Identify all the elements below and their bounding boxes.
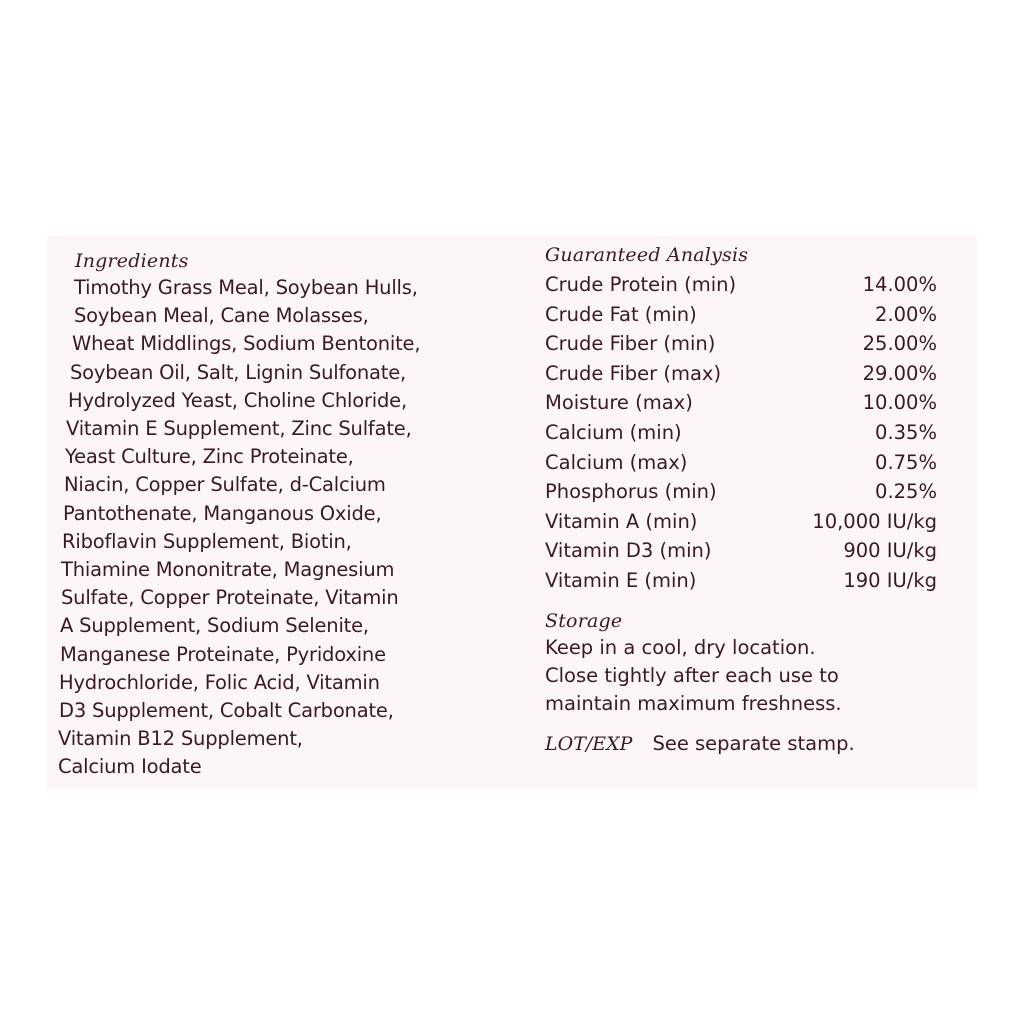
nutrient-value: 900 IU/kg [843, 539, 937, 563]
analysis-row [545, 270, 937, 300]
nutrient-value: 0.35% [875, 420, 937, 444]
nutrient-value: 10,000 IU/kg [812, 509, 937, 533]
ingredient-line: Yeast Culture, Zinc Proteinate, [65, 445, 354, 469]
ingredient-line: Soybean Meal, Cane Molasses, [74, 304, 369, 328]
analysis-row [545, 388, 937, 418]
analysis-table [545, 270, 937, 596]
nutrient-value: 0.75% [875, 450, 937, 474]
analysis-row [545, 448, 937, 478]
ingredients-section [57, 250, 497, 782]
storage-line: Close tightly after each use to [545, 663, 839, 687]
ingredient-line: Hydrochloride, Folic Acid, Vitamin [59, 670, 380, 694]
nutrient-name: Crude Fiber (min) [545, 332, 716, 356]
analysis-row [545, 418, 937, 448]
nutrient-value: 0.25% [875, 480, 937, 504]
analysis-heading: Guaranteed Analysis [545, 244, 749, 266]
nutrient-name: Crude Protein (min) [545, 273, 737, 296]
ingredient-line: Calcium Iodate [58, 755, 202, 779]
ingredient-line: Pantothenate, Manganous Oxide, [63, 501, 382, 525]
ingredient-line: Manganese Proteinate, Pyridoxine [60, 642, 386, 666]
nutrient-value: 29.00% [862, 361, 937, 385]
nutrient-name: Vitamin E (min) [545, 568, 697, 592]
ingredient-line: A Supplement, Sodium Selenite, [60, 614, 369, 638]
ingredient-line: Vitamin B12 Supplement, [58, 727, 303, 751]
storage-text [545, 634, 937, 718]
storage-heading: Storage [545, 609, 623, 632]
ingredient-line: D3 Supplement, Cobalt Carbonate, [59, 699, 394, 723]
nutrient-value: 2.00% [875, 302, 937, 326]
lot-exp-label: LOT/EXP [545, 732, 633, 755]
nutrient-name: Crude Fat (min) [545, 302, 697, 326]
ingredient-line: Timothy Grass Meal, Soybean Hulls, [74, 276, 418, 299]
nutrient-name: Phosphorus (min) [545, 480, 717, 504]
nutrient-name: Vitamin A (min) [545, 509, 698, 533]
ingredient-line: Soybean Oil, Salt, Lignin Sulfonate, [70, 360, 406, 384]
analysis-row [545, 477, 937, 507]
ingredient-line: Vitamin E Supplement, Zinc Sulfate, [66, 417, 412, 441]
storage-line: Keep in a cool, dry location. [545, 635, 816, 659]
ingredient-line: Riboflavin Supplement, Biotin, [62, 529, 352, 553]
nutrient-name: Moisture (max) [545, 391, 693, 415]
nutrient-name: Crude Fiber (max) [545, 361, 722, 385]
analysis-row [545, 536, 937, 566]
ingredient-line: Hydrolyzed Yeast, Choline Chloride, [68, 388, 407, 412]
nutrient-name: Calcium (max) [545, 450, 688, 474]
nutrient-name: Calcium (min) [545, 420, 682, 444]
nutrient-value: 190 IU/kg [843, 568, 937, 592]
analysis-row [545, 300, 937, 330]
analysis-row [545, 329, 937, 359]
analysis-row [545, 566, 937, 596]
ingredient-line: Wheat Middlings, Sodium Bentonite, [72, 332, 421, 356]
storage-line: maintain maximum freshness. [545, 691, 842, 715]
nutrient-value: 25.00% [862, 332, 937, 356]
nutrient-value: 10.00% [862, 391, 937, 415]
analysis-row [545, 359, 937, 389]
analysis-row [545, 507, 937, 537]
nutrient-value: 14.00% [862, 273, 937, 296]
nutrient-name: Vitamin D3 (min) [545, 539, 712, 563]
label-panel [47, 236, 977, 789]
ingredient-line: Niacin, Copper Sulfate, d-Calcium [64, 473, 386, 497]
ingredients-list [57, 274, 497, 782]
lot-exp-text: See separate stamp. [652, 731, 855, 755]
ingredient-line: Sulfate, Copper Proteinate, Vitamin [61, 586, 399, 610]
analysis-section [545, 244, 937, 755]
ingredients-heading: Ingredients [75, 250, 189, 272]
lot-exp-row [545, 732, 937, 755]
ingredient-line: Thiamine Mononitrate, Magnesium [61, 558, 395, 582]
